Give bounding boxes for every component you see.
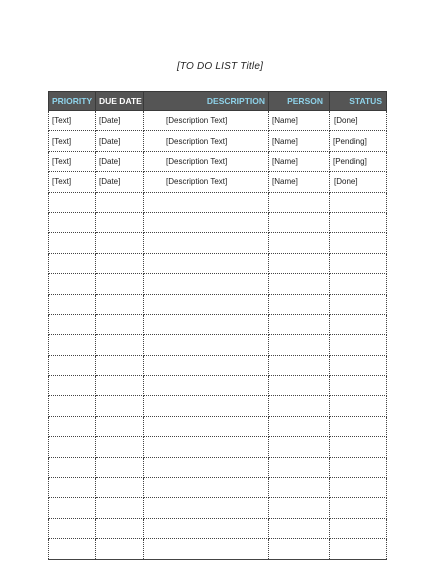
todo-table xyxy=(48,91,387,560)
cell-priority[interactable] xyxy=(49,274,96,294)
column-header-person: PERSON xyxy=(269,92,330,111)
cell-priority[interactable] xyxy=(49,478,96,498)
cell-priority[interactable] xyxy=(49,396,96,416)
cell-person[interactable] xyxy=(269,396,330,416)
cell-status[interactable] xyxy=(330,396,387,416)
cell-status[interactable]: [Pending] xyxy=(330,131,387,151)
cell-status[interactable] xyxy=(330,335,387,355)
cell-status[interactable] xyxy=(330,314,387,334)
cell-person[interactable] xyxy=(269,294,330,314)
cell-due-date[interactable] xyxy=(96,416,144,436)
cell-person[interactable]: [Name] xyxy=(269,172,330,192)
cell-person[interactable] xyxy=(269,437,330,457)
cell-person[interactable] xyxy=(269,416,330,436)
cell-person[interactable]: [Name] xyxy=(269,111,330,131)
cell-priority[interactable] xyxy=(49,518,96,538)
cell-status[interactable] xyxy=(330,478,387,498)
cell-description[interactable] xyxy=(144,498,269,518)
cell-person[interactable] xyxy=(269,518,330,538)
cell-priority[interactable]: [Text] xyxy=(49,111,96,131)
cell-description[interactable] xyxy=(144,416,269,436)
cell-due-date[interactable] xyxy=(96,314,144,334)
table-row-empty xyxy=(49,274,387,294)
column-header-priority: PRIORITY xyxy=(49,92,96,111)
cell-due-date[interactable] xyxy=(96,437,144,457)
cell-description[interactable]: [Description Text] xyxy=(144,151,269,171)
table-row xyxy=(49,151,387,171)
cell-description[interactable]: [Description Text] xyxy=(144,131,269,151)
cell-status[interactable] xyxy=(330,437,387,457)
cell-person[interactable] xyxy=(269,253,330,273)
cell-priority[interactable] xyxy=(49,212,96,232)
cell-priority[interactable] xyxy=(49,457,96,477)
cell-due-date[interactable] xyxy=(96,498,144,518)
cell-description[interactable] xyxy=(144,539,269,559)
cell-due-date[interactable]: [Date] xyxy=(96,131,144,151)
cell-description[interactable] xyxy=(144,274,269,294)
table-row-empty xyxy=(49,294,387,314)
cell-priority[interactable] xyxy=(49,192,96,212)
cell-due-date[interactable]: [Date] xyxy=(96,111,144,131)
cell-due-date[interactable] xyxy=(96,457,144,477)
cell-person[interactable]: [Name] xyxy=(269,131,330,151)
cell-priority[interactable] xyxy=(49,335,96,355)
cell-description[interactable] xyxy=(144,192,269,212)
table-row xyxy=(49,111,387,131)
cell-priority[interactable]: [Text] xyxy=(49,172,96,192)
cell-status[interactable] xyxy=(330,416,387,436)
cell-description[interactable] xyxy=(144,437,269,457)
cell-due-date[interactable] xyxy=(96,192,144,212)
cell-person[interactable] xyxy=(269,274,330,294)
table-row-empty xyxy=(49,355,387,375)
table-row-empty xyxy=(49,437,387,457)
cell-description[interactable] xyxy=(144,396,269,416)
column-header-description: DESCRIPTION xyxy=(144,92,269,111)
table-row-empty xyxy=(49,396,387,416)
cell-person[interactable] xyxy=(269,376,330,396)
table-row-empty xyxy=(49,498,387,518)
column-header-status: STATUS xyxy=(330,92,387,111)
document-title: [TO DO LIST Title] xyxy=(176,61,264,72)
cell-person[interactable] xyxy=(269,498,330,518)
cell-due-date[interactable] xyxy=(96,396,144,416)
table-row xyxy=(49,172,387,192)
table-row-empty xyxy=(49,314,387,334)
cell-status[interactable] xyxy=(330,355,387,375)
cell-status[interactable] xyxy=(330,376,387,396)
cell-status[interactable] xyxy=(330,274,387,294)
cell-status[interactable] xyxy=(330,253,387,273)
cell-description[interactable] xyxy=(144,253,269,273)
cell-status[interactable] xyxy=(330,498,387,518)
cell-description[interactable] xyxy=(144,335,269,355)
cell-status[interactable] xyxy=(330,518,387,538)
table-row-empty xyxy=(49,335,387,355)
cell-due-date[interactable]: [Date] xyxy=(96,151,144,171)
cell-due-date[interactable] xyxy=(96,212,144,232)
table-row-empty xyxy=(49,457,387,477)
cell-description[interactable]: [Description Text] xyxy=(144,172,269,192)
cell-person[interactable] xyxy=(269,212,330,232)
cell-person[interactable] xyxy=(269,457,330,477)
cell-person[interactable] xyxy=(269,192,330,212)
cell-description[interactable] xyxy=(144,518,269,538)
cell-description[interactable] xyxy=(144,355,269,375)
cell-due-date[interactable]: [Date] xyxy=(96,172,144,192)
column-header-due-date: DUE DATE xyxy=(96,92,144,111)
table-row-empty xyxy=(49,212,387,232)
cell-due-date[interactable] xyxy=(96,233,144,253)
cell-priority[interactable] xyxy=(49,416,96,436)
cell-due-date[interactable] xyxy=(96,376,144,396)
cell-person[interactable] xyxy=(269,355,330,375)
table-row xyxy=(49,131,387,151)
cell-description[interactable] xyxy=(144,314,269,334)
cell-priority[interactable] xyxy=(49,498,96,518)
table-row-empty xyxy=(49,539,387,559)
cell-due-date[interactable] xyxy=(96,335,144,355)
cell-status[interactable] xyxy=(330,192,387,212)
cell-due-date[interactable] xyxy=(96,274,144,294)
cell-status[interactable] xyxy=(330,457,387,477)
cell-status[interactable]: [Done] xyxy=(330,111,387,131)
cell-description[interactable] xyxy=(144,294,269,314)
cell-description[interactable] xyxy=(144,233,269,253)
cell-description[interactable] xyxy=(144,457,269,477)
table-row-empty xyxy=(49,192,387,212)
cell-status[interactable] xyxy=(330,212,387,232)
cell-status[interactable] xyxy=(330,539,387,559)
cell-due-date[interactable] xyxy=(96,253,144,273)
table-header-row xyxy=(49,92,387,111)
cell-due-date[interactable] xyxy=(96,539,144,559)
cell-description[interactable] xyxy=(144,212,269,232)
cell-priority[interactable] xyxy=(49,294,96,314)
cell-status[interactable]: [Pending] xyxy=(330,151,387,171)
table-row-empty xyxy=(49,253,387,273)
cell-priority[interactable] xyxy=(49,355,96,375)
cell-priority[interactable] xyxy=(49,539,96,559)
table-row-empty xyxy=(49,233,387,253)
table-row-empty xyxy=(49,376,387,396)
cell-person[interactable] xyxy=(269,478,330,498)
cell-due-date[interactable] xyxy=(96,355,144,375)
cell-person[interactable]: [Name] xyxy=(269,151,330,171)
table-row-empty xyxy=(49,478,387,498)
cell-person[interactable] xyxy=(269,335,330,355)
cell-person[interactable] xyxy=(269,314,330,334)
cell-priority[interactable] xyxy=(49,233,96,253)
cell-priority[interactable] xyxy=(49,314,96,334)
table-row-empty xyxy=(49,416,387,436)
cell-status[interactable] xyxy=(330,233,387,253)
cell-description[interactable] xyxy=(144,376,269,396)
cell-due-date[interactable] xyxy=(96,294,144,314)
cell-due-date[interactable] xyxy=(96,478,144,498)
cell-priority[interactable] xyxy=(49,253,96,273)
table-body xyxy=(49,111,387,560)
cell-description[interactable] xyxy=(144,478,269,498)
cell-person[interactable] xyxy=(269,233,330,253)
cell-status[interactable] xyxy=(330,294,387,314)
cell-priority[interactable]: [Text] xyxy=(49,151,96,171)
cell-priority[interactable] xyxy=(49,437,96,457)
cell-person[interactable] xyxy=(269,539,330,559)
cell-priority[interactable]: [Text] xyxy=(49,131,96,151)
cell-due-date[interactable] xyxy=(96,518,144,538)
table-row-empty xyxy=(49,518,387,538)
cell-description[interactable]: [Description Text] xyxy=(144,111,269,131)
cell-status[interactable]: [Done] xyxy=(330,172,387,192)
cell-priority[interactable] xyxy=(49,376,96,396)
